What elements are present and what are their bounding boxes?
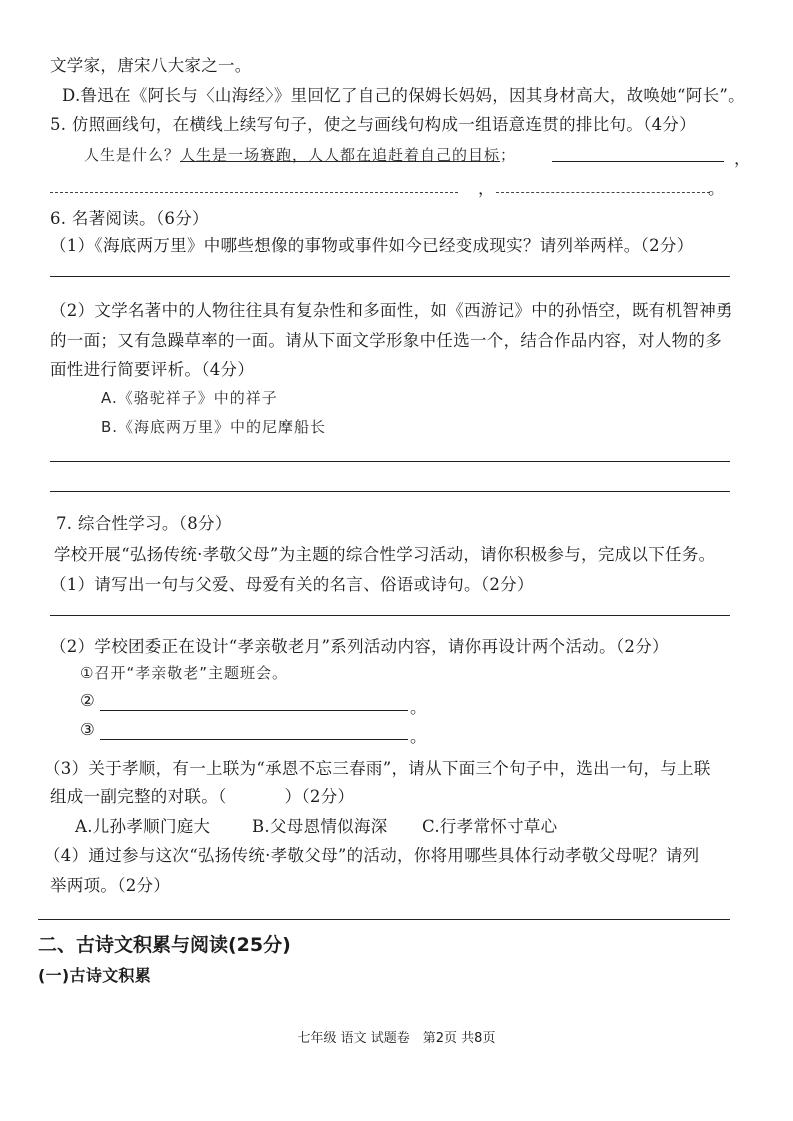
q6-part2-line1: （2）文学名著中的人物往往具有复杂性和多面性，如《西游记》中的孙悟空，既有机智神勇 bbox=[50, 301, 733, 320]
q5-comma: ， bbox=[478, 179, 495, 198]
q7-option-b: B.父母恩情似海深 bbox=[252, 817, 388, 836]
q7-part4-line2: 举两项。（2分） bbox=[50, 876, 171, 895]
q6-option-a: A.《骆驼祥子》中的祥子 bbox=[101, 389, 278, 407]
page-footer: 七年级 语文 试题卷 第2页 共8页 bbox=[297, 1031, 496, 1046]
q7-part3-line1: （3）关于孝顺，有一上联为“承恩不忘三春雨”，请从下面三个句子中，选出一句，与上联 bbox=[44, 759, 711, 778]
q7-activity-2-blank[interactable] bbox=[100, 710, 408, 711]
q7-activity-2-end: 。 bbox=[410, 698, 427, 717]
q5-answer-blank[interactable] bbox=[552, 161, 724, 162]
q4-text-line: 文学家，唐宋八大家之一。 bbox=[50, 56, 252, 75]
q7-intro: 学校开展“弘扬传统·孝敬父母”为主题的综合性学习活动，请你积极参与，完成以下任务。 bbox=[54, 545, 716, 564]
q5-answer-blank[interactable] bbox=[496, 192, 710, 193]
q7-activity-3-blank[interactable] bbox=[100, 739, 408, 740]
q5-prompt: 5. 仿照画线句，在横线上续写句子，使之与画线句构成一组语意连贯的排比句。（4分） bbox=[50, 115, 697, 134]
q6-part2-answer-line[interactable] bbox=[50, 461, 730, 462]
q7-part2: （2）学校团委正在设计“孝亲敬老月”系列活动内容，请你再设计两个活动。（2分） bbox=[50, 637, 669, 656]
q7-part3-line2 bbox=[50, 783, 354, 807]
q6-option-b: B.《海底两万里》中的尼摩船长 bbox=[101, 418, 327, 436]
q7-part1: （1）请写出一句与父爱、母爱有关的名言、俗语或诗句。（2分） bbox=[50, 575, 534, 594]
q5-answer-blank[interactable] bbox=[50, 192, 458, 193]
q7-activity-3-end: 。 bbox=[410, 727, 427, 746]
q7-activity-3-marker: ③ bbox=[80, 720, 96, 739]
q7-title: 7. 综合性学习。（8分） bbox=[56, 514, 232, 533]
q6-part2-line3: 面性进行简要评析。（4分） bbox=[50, 360, 255, 379]
q6-part1: （1）《海底两万里》中哪些想像的事物或事件如今已经变成现实？请列举两样。（2分） bbox=[50, 236, 694, 255]
section2-title: 二、古诗文积累与阅读(25分) bbox=[38, 934, 291, 956]
q7-part1-answer-line[interactable] bbox=[50, 615, 730, 616]
q6-part1-answer-line[interactable] bbox=[50, 276, 730, 277]
q7-option-c: C.行孝常怀寸草心 bbox=[422, 817, 558, 836]
q7-activity-1: ①召开“孝亲敬老”主题班会。 bbox=[80, 664, 288, 682]
q6-title: 6. 名著阅读。（6分） bbox=[50, 209, 209, 228]
q7-part3-suffix: ）（2分） bbox=[284, 787, 355, 806]
q5-lead: 人生是什么？ bbox=[84, 146, 181, 164]
q6-part2-answer-line[interactable] bbox=[50, 491, 730, 492]
section-divider bbox=[38, 919, 730, 920]
section2-subtitle: (一)古诗文积累 bbox=[38, 966, 152, 985]
q7-part4-line1: （4）通过参与这次“弘扬传统·孝敬父母”的活动，你将用哪些具体行动孝敬父母呢？请列 bbox=[44, 846, 700, 865]
q7-option-a: A.儿孙孝顺门庭大 bbox=[75, 817, 211, 836]
q5-end-mark: 。 bbox=[708, 179, 725, 198]
q5-underlined-sentence: 人生是一场赛跑，人人都在追赶着自己的目标 bbox=[180, 146, 501, 164]
q6-part2-line2: 的一面；又有急躁草率的一面。请从下面文学形象中任选一个，结合作品内容，对人物的多 bbox=[50, 331, 722, 350]
q5-example-line bbox=[84, 144, 516, 165]
q7-part3-prefix: 组成一副完整的对联。（ bbox=[50, 787, 227, 806]
q5-separator: ； bbox=[500, 146, 517, 164]
q5-comma: ， bbox=[734, 149, 751, 168]
q7-activity-2-marker: ② bbox=[80, 691, 96, 710]
q4-option-d: D.鲁迅在《阿长与〈山海经〉》里回忆了自己的保姆长妈妈，因其身材高大，故唤她“阿长”。 bbox=[62, 86, 745, 105]
